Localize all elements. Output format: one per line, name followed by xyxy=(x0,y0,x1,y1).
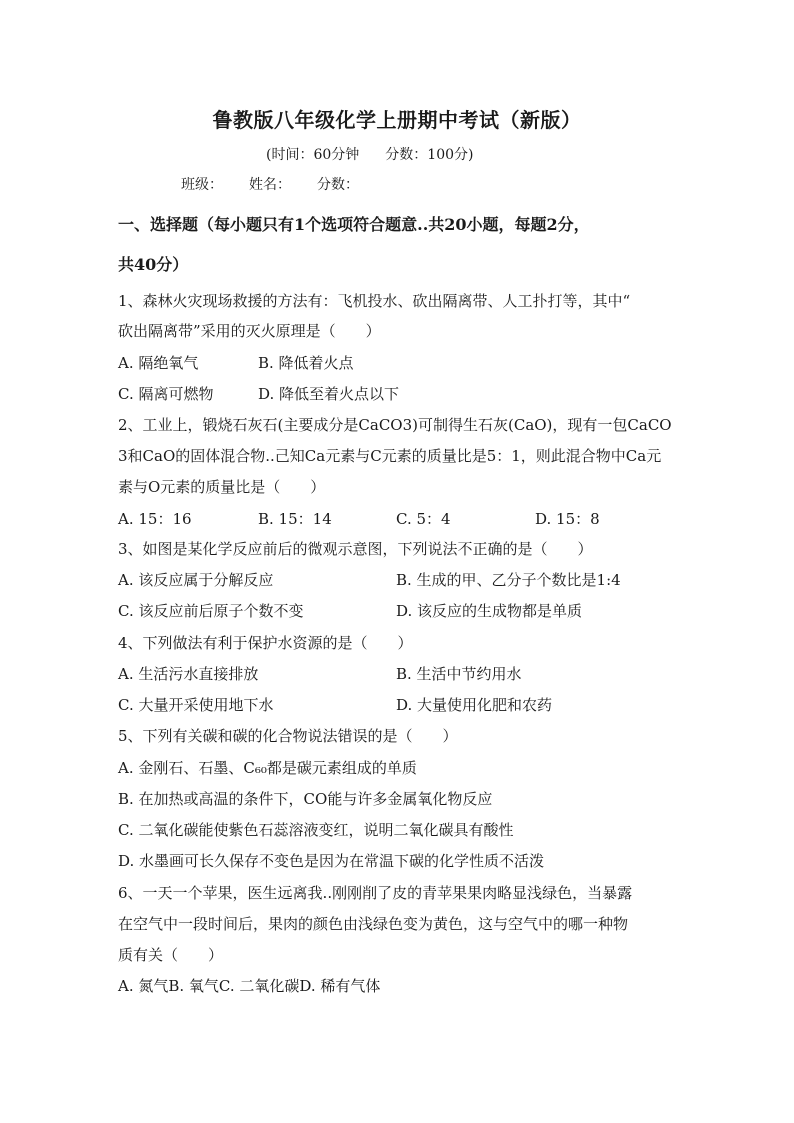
question-2-option-d: D. 15：8 xyxy=(535,510,600,528)
question-1-line-2: 砍出隔离带”采用的灭火原理是（ ） xyxy=(118,322,381,340)
question-5-option-c: C. 二氧化碳能使紫色石蕊溶液变红，说明二氧化碳具有酸性 xyxy=(118,821,514,839)
question-2-option-b: B. 15：14 xyxy=(258,510,332,528)
question-3-option-c: C. 该反应前后原子个数不变 xyxy=(118,602,304,620)
question-1-option-a: A. 隔绝氧气 xyxy=(118,354,199,372)
question-5-option-a: A. 金刚石、石墨、C₆₀都是碳元素组成的单质 xyxy=(118,759,417,777)
question-5-option-b: B. 在加热或高温的条件下，CO能与许多金属氧化物反应 xyxy=(118,790,493,808)
question-1-option-b: B. 降低着火点 xyxy=(258,354,354,372)
question-2-line-1: 2、工业上，锻烧石灰石(主要成分是CaCO3)可制得生石灰(CaO)，现有一包CaCO xyxy=(118,416,672,434)
question-2-option-c: C. 5：4 xyxy=(396,510,451,528)
page-title: 鲁教版八年级化学上册期中考试（新版） xyxy=(212,108,582,132)
score-label: 分数： xyxy=(317,177,359,193)
student-info xyxy=(181,174,385,194)
question-1-option-d: D. 降低至着火点以下 xyxy=(258,385,400,403)
question-6-line-2: 在空气中一段时间后，果肉的颜色由浅绿色变为黄色，这与空气中的哪一种物 xyxy=(118,915,629,933)
question-4-line-1: 4、下列做法有利于保护水资源的是（ ） xyxy=(118,634,413,652)
question-6-line-1: 6、一天一个苹果，医生远离我..刚刚削了皮的青苹果果肉略显浅绿色，当暴露 xyxy=(118,884,633,902)
question-2-option-a: A. 15：16 xyxy=(118,510,192,528)
exam-info xyxy=(266,144,499,164)
section-heading-line-1: 一、选择题（每小题只有1个选项符合题意..共20小题，每题2分， xyxy=(118,215,590,234)
question-2-line-3: 素与O元素的质量比是（ ） xyxy=(118,478,326,496)
question-3-option-d: D. 该反应的生成物都是单质 xyxy=(396,602,583,620)
question-5-option-d: D. 水墨画可长久保存不变色是因为在常温下碳的化学性质不活泼 xyxy=(118,852,545,870)
question-1-line-1: 1、森林火灾现场救援的方法有：飞机投水、砍出隔离带、人工扑打等，其中“ xyxy=(118,292,631,310)
question-3-option-b: B. 生成的甲、乙分子个数比是1:4 xyxy=(396,571,621,589)
question-3-option-a: A. 该反应属于分解反应 xyxy=(118,571,274,589)
question-6-line-3: 质有关（ ） xyxy=(118,946,224,964)
question-2-line-2: 3和CaO的固体混合物..己知Ca元素与C元素的质量比是5：1，则此混合物中Ca元 xyxy=(118,447,662,465)
time-info: (时间：60分钟 xyxy=(266,147,360,163)
question-1-option-c: C. 隔离可燃物 xyxy=(118,385,214,403)
question-5-line-1: 5、下列有关碳和碳的化合物说法错误的是（ ） xyxy=(118,727,458,745)
question-3-line-1: 3、如图是某化学反应前后的微观示意图，下列说法不正确的是（ ） xyxy=(118,540,593,558)
score-info: 分数：100分) xyxy=(385,147,474,163)
question-4-option-c: C. 大量开采使用地下水 xyxy=(118,696,274,714)
question-4-option-d: D. 大量使用化肥和农药 xyxy=(396,696,553,714)
question-4-option-b: B. 生活中节约用水 xyxy=(396,665,522,683)
class-label: 班级： xyxy=(181,177,223,193)
question-6-options: A. 氮气B. 氧气C. 二氧化碳D. 稀有气体 xyxy=(118,977,381,995)
question-4-option-a: A. 生活污水直接排放 xyxy=(118,665,259,683)
name-label: 姓名： xyxy=(249,177,291,193)
section-heading-line-2: 共40分） xyxy=(118,255,189,274)
